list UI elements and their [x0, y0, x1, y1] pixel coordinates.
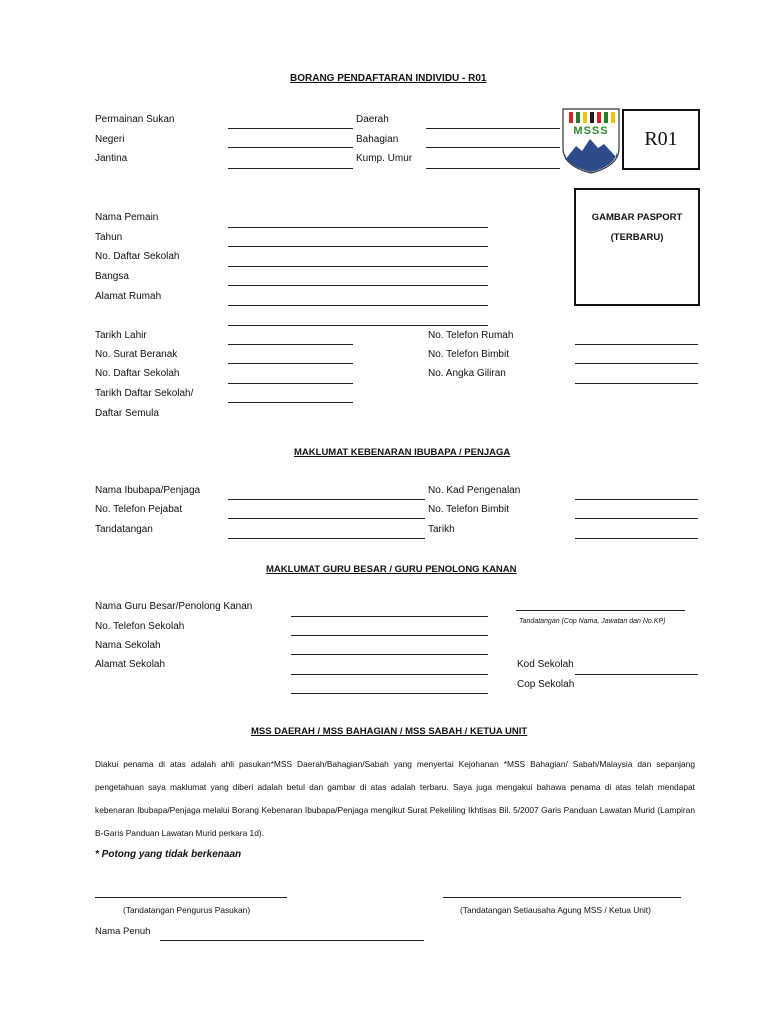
- label-no-daftar-sekolah: No. Daftar Sekolah: [95, 251, 180, 262]
- label-negeri: Negeri: [95, 134, 125, 145]
- label-permainan: Permainan Sukan: [95, 114, 175, 125]
- label-no-daftar-sekolah-2: No. Daftar Sekolah: [95, 368, 180, 379]
- heading-mss: MSS DAERAH / MSS BAHAGIAN / MSS SABAH / KETUA UNIT: [251, 726, 528, 737]
- msss-logo-icon: [562, 108, 620, 174]
- label-nama-sekolah: Nama Sekolah: [95, 640, 161, 651]
- label-nama-ibubapa: Nama Ibubapa/Penjaga: [95, 485, 201, 496]
- field-parent-tel-bimbit[interactable]: [575, 518, 698, 519]
- label-tel-sekolah: No. Telefon Sekolah: [95, 621, 185, 632]
- label-nama-pemain: Nama Pemain: [95, 212, 159, 223]
- label-daerah: Daerah: [356, 114, 389, 125]
- field-bahagian[interactable]: [426, 147, 560, 148]
- field-no-daftar-sekolah-2[interactable]: [228, 383, 353, 384]
- field-permainan[interactable]: [228, 128, 353, 129]
- field-alamat-rumah-1[interactable]: [228, 305, 488, 306]
- field-team-manager-signature[interactable]: [95, 897, 287, 898]
- label-alamat-sekolah: Alamat Sekolah: [95, 659, 166, 670]
- label-secretary-signature: (Tandatangan Setiausaha Agung MSS / Ketua Unit): [460, 905, 651, 915]
- field-tel-pejabat[interactable]: [228, 518, 425, 519]
- logo-text: MSSS: [573, 125, 609, 137]
- passport-photo-box: [574, 188, 700, 306]
- field-tahun[interactable]: [228, 246, 488, 247]
- field-alamat-sekolah-2[interactable]: [291, 693, 488, 694]
- field-kad-pengenalan[interactable]: [575, 499, 698, 500]
- form-code-box: [622, 109, 700, 170]
- field-surat-beranak[interactable]: [228, 363, 353, 364]
- field-tel-rumah[interactable]: [575, 344, 698, 345]
- label-kad-pengenalan: No. Kad Pengenalan: [428, 485, 521, 496]
- field-tarikh-daftar[interactable]: [228, 402, 353, 403]
- label-bangsa: Bangsa: [95, 271, 129, 282]
- label-kump-umur: Kump. Umur: [356, 153, 413, 164]
- label-cop-sekolah: Cop Sekolah: [517, 679, 575, 690]
- label-jantina: Jantina: [95, 153, 128, 164]
- field-angka-giliran[interactable]: [575, 383, 698, 384]
- field-nama-sekolah[interactable]: [291, 654, 488, 655]
- field-secretary-signature[interactable]: [443, 897, 681, 898]
- label-tel-bimbit: No. Telefon Bimbit: [428, 349, 509, 360]
- label-tarikh-lahir: Tarikh Lahir: [95, 330, 147, 341]
- msss-logo: [562, 108, 620, 174]
- form-title: BORANG PENDAFTARAN INDIVIDU - R01: [290, 73, 487, 84]
- label-daftar-semula: Daftar Semula: [95, 408, 159, 419]
- field-alamat-sekolah-1[interactable]: [291, 674, 488, 675]
- label-bahagian: Bahagian: [356, 134, 399, 145]
- field-tandatangan[interactable]: [228, 538, 425, 539]
- field-negeri[interactable]: [228, 147, 353, 148]
- heading-headmaster: MAKLUMAT GURU BESAR / GURU PENOLONG KANAN: [266, 564, 517, 575]
- label-tandatangan: Tandatangan: [95, 524, 153, 535]
- heading-parent: MAKLUMAT KEBENARAN IBUBAPA / PENJAGA: [294, 447, 511, 458]
- field-alamat-rumah-2[interactable]: [228, 325, 488, 326]
- field-daerah[interactable]: [426, 128, 560, 129]
- field-bangsa[interactable]: [228, 285, 488, 286]
- label-tarikh: Tarikh: [428, 524, 455, 535]
- field-no-daftar-sekolah[interactable]: [228, 266, 488, 267]
- photo-sublabel: (TERBARU): [610, 232, 664, 243]
- label-tarikh-daftar: Tarikh Daftar Sekolah/: [95, 388, 194, 399]
- headmaster-signature-note: Tandatangan (Cop Nama, Jawatan dan No.KP): [519, 618, 666, 625]
- field-nama-guru-besar[interactable]: [291, 616, 488, 617]
- form-code: R01: [644, 128, 678, 150]
- field-jantina[interactable]: [228, 168, 353, 169]
- label-angka-giliran: No. Angka Giliran: [428, 368, 506, 379]
- field-tel-bimbit[interactable]: [575, 363, 698, 364]
- field-nama-ibubapa[interactable]: [228, 499, 425, 500]
- photo-label: GAMBAR PASPORT: [591, 212, 683, 223]
- label-nama-guru-besar: Nama Guru Besar/Penolong Kanan: [95, 601, 253, 612]
- field-headmaster-signature[interactable]: [516, 610, 685, 611]
- label-parent-tel-bimbit: No. Telefon Bimbit: [428, 504, 509, 515]
- label-tel-pejabat: No. Telefon Pejabat: [95, 504, 183, 515]
- field-tel-sekolah[interactable]: [291, 635, 488, 636]
- label-tel-rumah: No. Telefon Rumah: [428, 330, 514, 341]
- field-tarikh-lahir[interactable]: [228, 344, 353, 345]
- declaration-paragraph: Diakui penama di atas adalah ahli pasukan*MSS Daerah/Bahagian/Sabah yang menyertai Kejohanan *MSS Bahagian/ Sabah/Malaysia dan sepanjang pengetahuan saya maklumat yang diberi adalah betul dan gambar di atas adalah terbaru. Saya juga mengakui bahawa penama di atas telah mendapat kebenaran Ibubapa/Penjaga melalui Borang Kebenaran Ibubapa/Penjaga mengikut Surat Pekeliling Ikhtisas Bil. 5/2007 Garis Panduan Lawatan Murid (Lampiran B-Garis Panduan Lawatan Murid perkara 1d).: [95, 759, 695, 838]
- field-tarikh[interactable]: [575, 538, 698, 539]
- label-team-manager-signature: (Tandatangan Pengurus Pasukan): [123, 905, 251, 915]
- field-nama-penuh[interactable]: [160, 940, 424, 941]
- label-alamat-rumah: Alamat Rumah: [95, 291, 162, 302]
- label-nama-penuh: Nama Penuh: [95, 926, 151, 937]
- label-surat-beranak: No. Surat Beranak: [95, 349, 178, 360]
- label-kod-sekolah: Kod Sekolah: [517, 659, 574, 670]
- label-tahun: Tahun: [95, 232, 123, 243]
- strike-note: * Potong yang tidak berkenaan: [95, 849, 242, 860]
- field-kump-umur[interactable]: [426, 168, 560, 169]
- field-kod-sekolah[interactable]: [575, 674, 698, 675]
- field-nama-pemain[interactable]: [228, 227, 488, 228]
